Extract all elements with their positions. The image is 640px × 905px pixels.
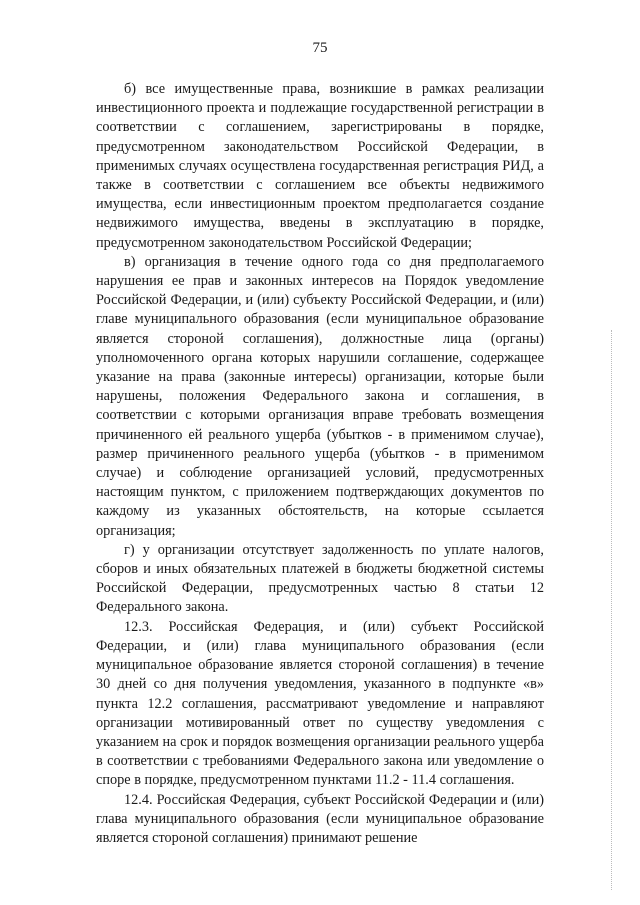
scan-edge-marks — [610, 330, 612, 890]
paragraph-12-4: 12.4. Российская Федерация, субъект Российской Федерации и (или) глава муниципального образования (если муниципальное образование является стороной соглашения) принимают решение — [96, 791, 544, 846]
paragraph-12-3: 12.3. Российская Федерация, и (или) субъект Российской Федерации, и (или) глава муниципального образования (если муниципальное образование является стороной соглашения) в течение 30 дней со дня получения уведомления, указанного в подпункте «в» пункта 12.2 соглашения, рассматривают уведомление и направляют организации мотивированный ответ по существу уведомления с указанием на срок и порядок возмещения организации реального ущерба в соответствии с требованиями Федерального закона или уведомление о споре в порядке, предусмотренном пунктами 11.2 - 11.4 соглашения. — [96, 618, 544, 789]
page-number: 75 — [312, 40, 328, 56]
document-body — [96, 80, 544, 848]
paragraph-v: в) организация в течение одного года со дня предполагаемого нарушения ее прав и законных интересов на Порядок уведомление Российской Федерации, и (или) субъекту Российской Федерации, и (или) главе муниципального образования (если муниципальное образование является стороной соглашения), должностные лица (органы) уполномоченного органа которых нарушили соглашение, содержащее указание на права (законные интересы) организации, которые были нарушены, положения Федерального закона и соглашения, в соответствии с которыми организация вправе требовать возмещения причиненного ей реального ущерба (убытков - в применимом случае), размер причиненного реального ущерба (убытков - в применимом случае) и соблюдение организацией условий, предусмотренных настоящим пунктом, с приложением подтверждающих документов по каждому из указанных обстоятельств, на которые ссылается организация; — [96, 253, 544, 539]
paragraph-g: г) у организации отсутствует задолженность по уплате налогов, сборов и иных обязательных платежей в бюджеты бюджетной системы Российской Федерации, предусмотренных частью 8 статьи 12 Федерального закона. — [96, 541, 544, 616]
paragraph-b: б) все имущественные права, возникшие в рамках реализации инвестиционного проекта и подлежащие государственной регистрации в соответствии с соглашением, зарегистрированы в порядке, предусмотренном законодательством Российской Федерации, в применимых случаях осуществлена государственная регистрация РИД, а также в соответствии с соглашением все объекты недвижимого имущества, если инвестиционным проектом предполагается создание недвижимого имущества, введены в эксплуатацию в порядке, предусмотренном законодательством Российской Федерации; — [96, 81, 544, 251]
